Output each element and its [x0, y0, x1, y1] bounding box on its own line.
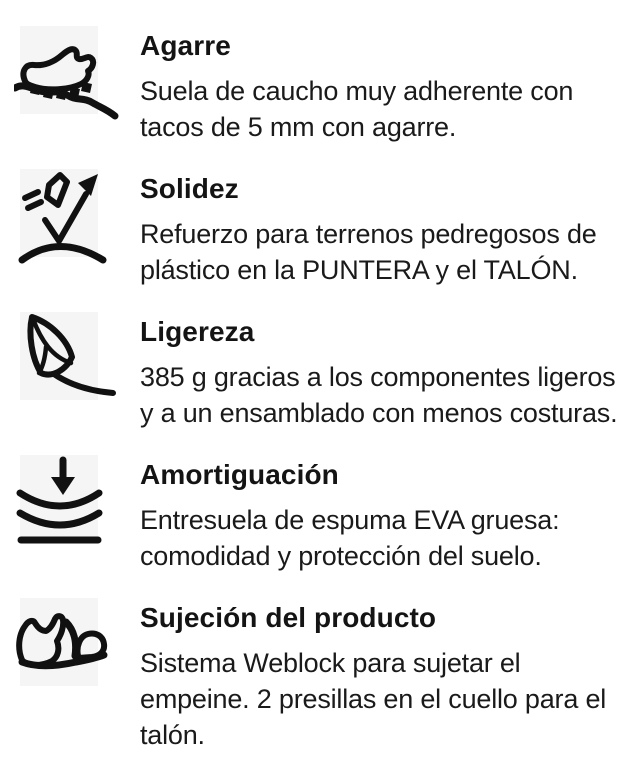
feature-item-solidez	[20, 169, 626, 288]
feature-text-sujecion	[140, 598, 626, 753]
feature-description: Entresuela de espuma EVA gruesa: comodidad y protección del suelo.	[140, 505, 560, 571]
feature-description: Refuerzo para terrenos pedregosos de plástico en la PUNTERA y el TALÓN.	[140, 219, 597, 285]
feature-item-amortiguacion	[20, 455, 626, 574]
feature-description: 385 g gracias a los componentes ligeros y a un ensamblado con menos costuras.	[140, 362, 618, 428]
feature-description: Suela de caucho muy adherente con tacos de 5 mm con agarre.	[140, 76, 574, 142]
shoe-straps-icon	[14, 598, 122, 693]
feature-icon-tile	[20, 26, 140, 121]
feature-icon-tile	[20, 598, 140, 693]
feature-title: Agarre	[140, 30, 231, 61]
feature-item-ligereza	[20, 312, 626, 431]
feature-title: Amortiguación	[140, 459, 339, 490]
feature-item-sujecion	[20, 598, 626, 753]
feature-title: Solidez	[140, 173, 239, 204]
rock-deflect-arrow-icon	[14, 169, 122, 264]
feature-icon-tile	[20, 312, 140, 407]
feature-text-amortiguacion	[140, 455, 626, 574]
feature-item-agarre	[20, 26, 626, 145]
feature-icon-tile	[20, 169, 140, 264]
feather-icon	[14, 312, 122, 407]
feature-icon-tile	[20, 455, 140, 550]
feature-title: Ligereza	[140, 316, 255, 347]
feature-description: Sistema Weblock para sujetar el empeine. 2 presillas en el cuello para el talón.	[140, 648, 607, 750]
feature-text-ligereza	[140, 312, 626, 431]
cushioning-arrow-icon	[14, 455, 122, 550]
feature-title: Sujeción del producto	[140, 602, 437, 633]
cleated-trail-shoe-icon	[14, 26, 122, 121]
feature-text-agarre	[140, 26, 626, 145]
feature-text-solidez	[140, 169, 626, 288]
